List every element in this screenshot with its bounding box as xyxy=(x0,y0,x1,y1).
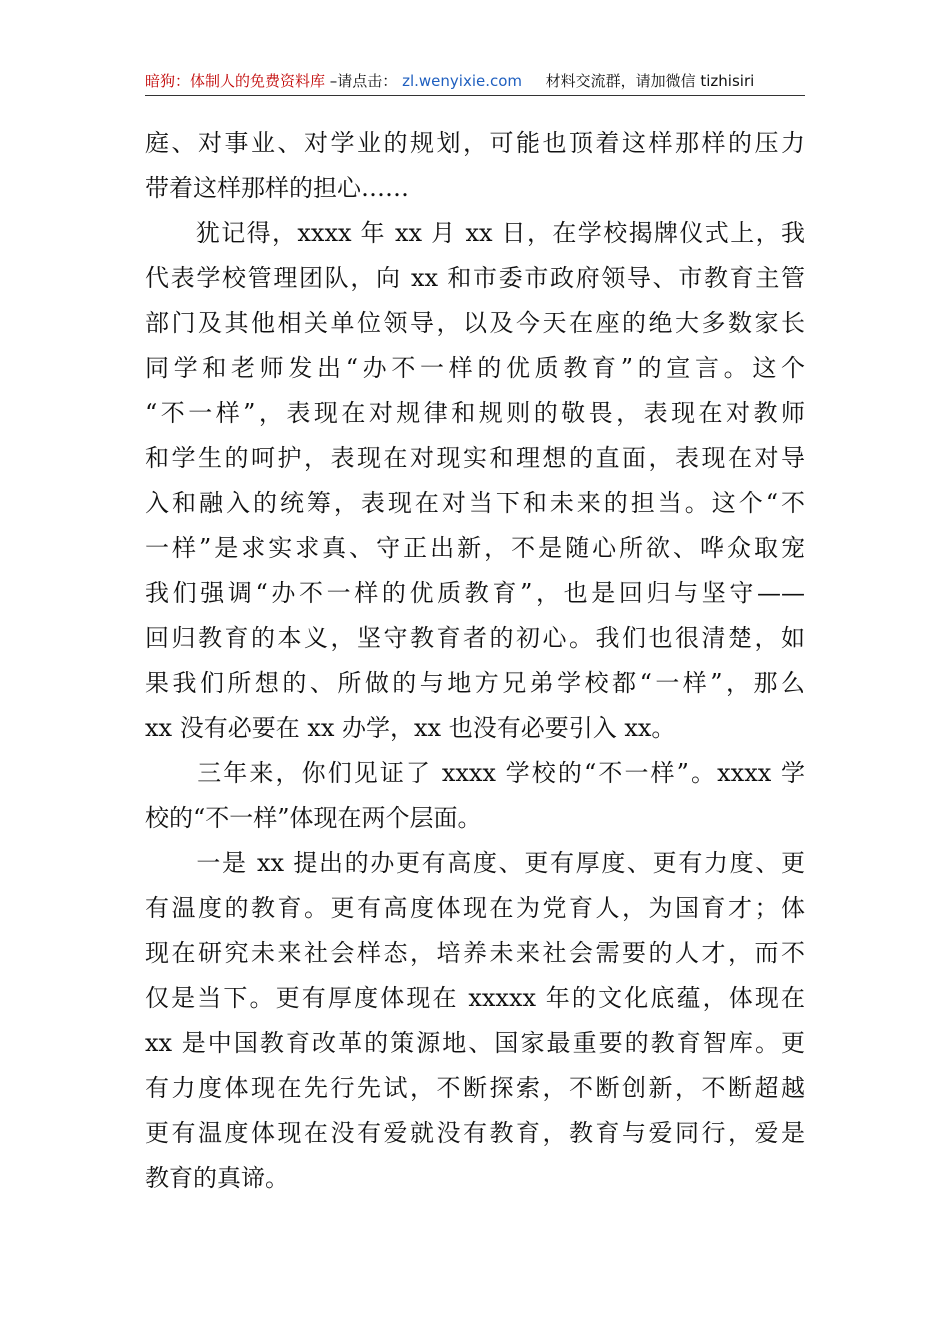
text-line: 代表学校管理团队，向 xx 和市委市政府领导、市教育主管 xyxy=(145,264,805,292)
text-line: 三年来，你们见证了 xxxx 学校的“不一样”。xxxx 学 xyxy=(145,759,805,787)
text-line: 带着这样那样的担心…… xyxy=(145,174,409,202)
text-line: 校的“不一样”体现在两个层面。 xyxy=(145,804,482,832)
text-line: xx 没有必要在 xx 办学，xx 也没有必要引入 xx。 xyxy=(145,714,676,742)
text-line: 更有温度体现在没有爱就没有教育，教育与爱同行，爱是 xyxy=(145,1119,805,1147)
text-line: 一是 xx 提出的办更有高度、更有厚度、更有力度、更 xyxy=(145,849,805,877)
header-brand: 暗狗：体制人的免费资料库 xyxy=(145,72,326,90)
text-line: xx 是中国教育改革的策源地、国家最重要的教育智库。更 xyxy=(145,1029,805,1057)
text-line: “不一样”，表现在对规律和规则的敬畏，表现在对教师 xyxy=(145,399,805,427)
text-line: 部门及其他相关单位领导，以及今天在座的绝大多数家长 xyxy=(145,309,805,337)
text-line: 教育的真谛。 xyxy=(145,1164,289,1192)
text-line: 一样”是求实求真、守正出新，不是随心所欲、哗众取宠 xyxy=(145,534,805,562)
header-click-prompt: –请点击： xyxy=(329,72,398,90)
page-header xyxy=(145,68,805,94)
text-line: 我们强调“办不一样的优质教育”，也是回归与坚守—— xyxy=(145,579,805,607)
text-line: 同学和老师发出“办不一样的优质教育”的宣言。这个 xyxy=(145,354,805,382)
text-line: 犹记得，xxxx 年 xx 月 xx 日，在学校揭牌仪式上，我 xyxy=(145,219,805,247)
header-divider xyxy=(145,95,805,96)
header-url-link[interactable]: zl.wenyixie.com xyxy=(402,72,523,90)
text-line: 庭、对事业、对学业的规划，可能也顶着这样那样的压力 xyxy=(145,129,805,157)
text-line: 现在研究未来社会样态，培养未来社会需要的人才，而不 xyxy=(145,939,805,967)
text-line: 仅是当下。更有厚度体现在 xxxxx 年的文化底蕴，体现在 xyxy=(145,984,805,1012)
document-body xyxy=(145,121,805,1201)
text-line: 有力度体现在先行先试，不断探索，不断创新，不断超越 xyxy=(145,1074,805,1102)
text-line: 回归教育的本义，坚守教育者的初心。我们也很清楚，如 xyxy=(145,624,805,652)
text-line: 和学生的呵护，表现在对现实和理想的直面，表现在对导 xyxy=(145,444,805,472)
text-line: 果我们所想的、所做的与地方兄弟学校都“一样”，那么 xyxy=(145,669,805,697)
header-group-note: 材料交流群，请加微信 tizhisiri xyxy=(545,72,755,90)
text-line: 入和融入的统筹，表现在对当下和未来的担当。这个“不 xyxy=(145,489,805,517)
text-line: 有温度的教育。更有高度体现在为党育人，为国育才；体 xyxy=(145,894,805,922)
